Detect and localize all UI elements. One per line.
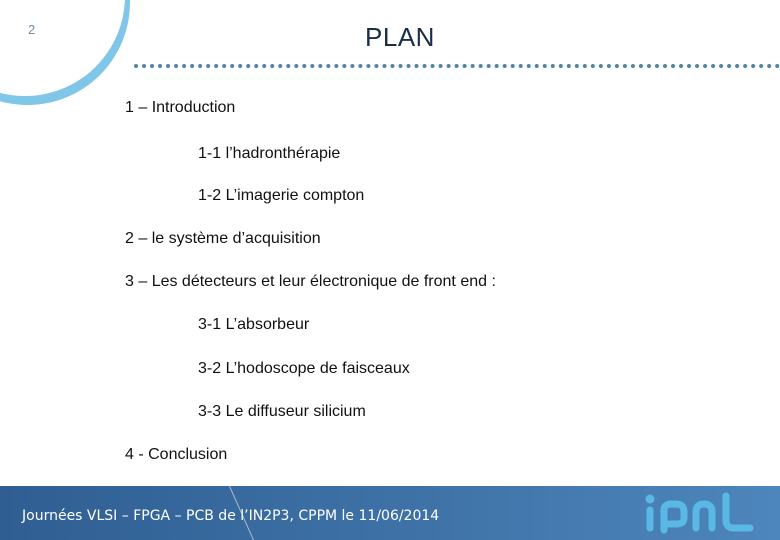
toc-item: 3-1 L’absorbeur xyxy=(198,316,310,333)
slide-number: 2 xyxy=(28,22,36,37)
toc-item: 3-3 Le diffuseur silicium xyxy=(198,403,366,420)
ipnl-logo-icon xyxy=(640,490,758,534)
footer-text: Journées VLSI – FPGA – PCB de l’IN2P3, CPPM le 11/06/2014 xyxy=(22,508,440,524)
toc-item: 1-2 L’imagerie compton xyxy=(198,187,365,204)
toc-item: 2 – le système d’acquisition xyxy=(125,230,321,247)
corner-decoration-inner xyxy=(0,0,125,96)
toc-item: 3 – Les détecteurs et leur électronique de front end : xyxy=(125,273,496,290)
slide-title: PLAN xyxy=(365,22,435,52)
toc-item: 4 - Conclusion xyxy=(125,446,228,463)
toc-item: 1-1 l’hadronthérapie xyxy=(198,145,341,162)
toc-item: 1 – Introduction xyxy=(125,99,236,116)
title-divider xyxy=(134,64,780,68)
toc-item: 3-2 L’hodoscope de faisceaux xyxy=(198,360,410,377)
footer-bar xyxy=(0,486,780,540)
